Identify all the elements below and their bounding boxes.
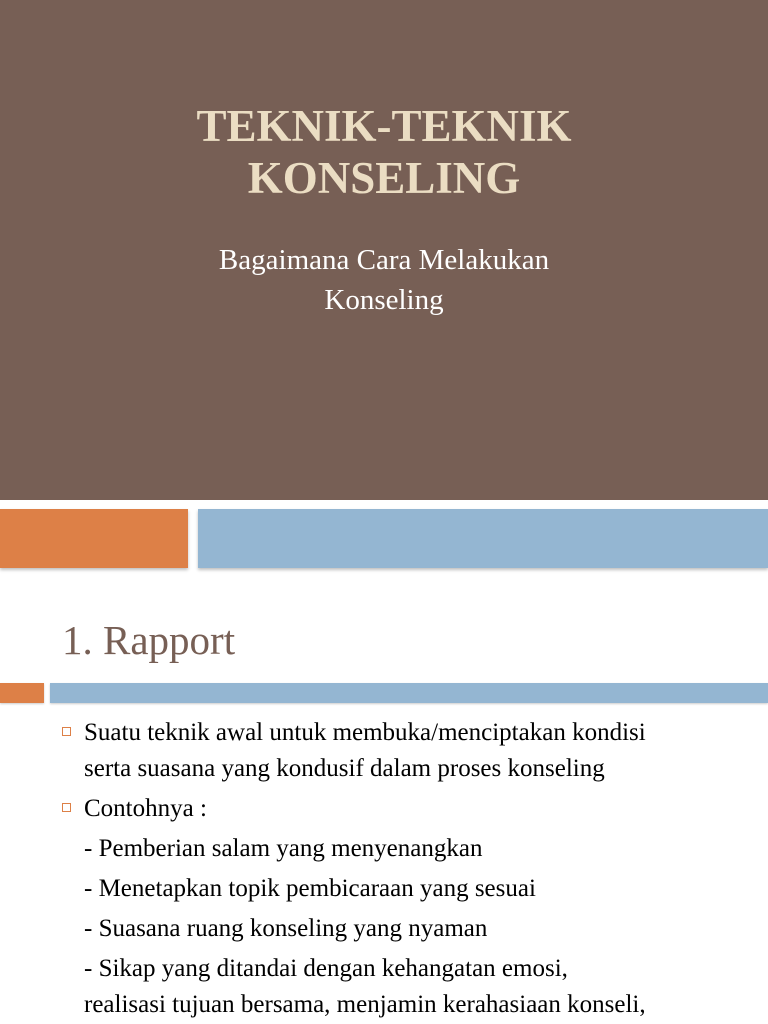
slide-title-line-1: TEKNIK-TEKNIK [196, 101, 572, 151]
bullet-item [62, 715, 752, 787]
square-bullet-icon [62, 727, 71, 736]
blue-divider-bar [50, 683, 768, 703]
bullet-text-line-1: Contohnya : [84, 795, 207, 822]
title-slide [0, 0, 768, 500]
sub-item: - Menetapkan topik pembicaraan yang sesuai [84, 875, 536, 902]
sub-item: - Suasana ruang konseling yang nyaman [84, 915, 488, 942]
orange-divider-bar [0, 683, 44, 703]
blue-accent-bar [198, 509, 768, 568]
sub-item: - Sikap yang ditandai dengan kehangatan emosi, [84, 955, 568, 982]
slide-subtitle-line-1: Bagaimana Cara Melakukan [218, 244, 550, 276]
bullet-text-line-2: serta suasana yang kondusif dalam proses konseling [84, 755, 605, 782]
slide-title-line-2: KONSELING [247, 153, 521, 203]
slide-divider [0, 580, 768, 588]
orange-accent-bar [0, 509, 188, 568]
square-bullet-icon [62, 803, 71, 812]
slide-subtitle-line-2: Konseling [324, 284, 444, 316]
bullet-item [62, 791, 752, 827]
section-heading: 1. Rapport [62, 617, 236, 663]
slide-content [62, 715, 752, 1023]
slide-title [0, 100, 768, 204]
sub-item: - Pemberian salam yang menyenangkan [84, 835, 483, 862]
sub-item-continuation: realisasi tujuan bersama, menjamin kerahasiaan konseli, [84, 991, 646, 1018]
slide-subtitle [0, 240, 768, 320]
bullet-text-line-1: Suatu teknik awal untuk membuka/menciptakan kondisi [84, 719, 646, 746]
